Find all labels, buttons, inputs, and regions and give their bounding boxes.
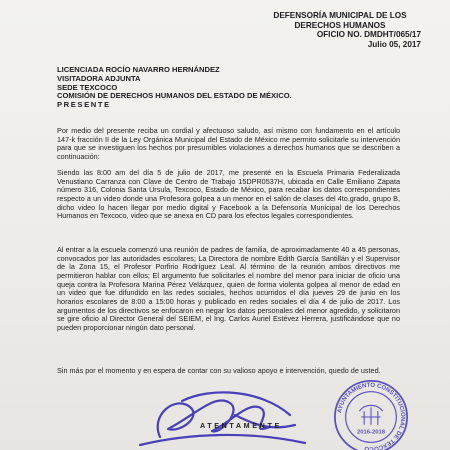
addressee-commission: COMISIÓN DE DERECHOS HUMANOS DEL ESTADO DE MÉXICO.: [57, 91, 292, 101]
addressee-greeting: PRESENTE: [57, 100, 111, 110]
header-institution-line1: DEFENSORÍA MUNICIPAL DE LOS: [273, 11, 407, 20]
header-date: Julio 05, 2017: [367, 39, 421, 49]
body-paragraph-2: Siendo las 8:00 am del día 5 de julio de 2017, me presenté en la Escuela Primaria Federalizada Venustiano Carranza con Clave de Centro de Trabajo 15DPR0537H, ubicada en Calle Emiliano Zapata número 316, Colonia Santa Úrsula, Texcoco, Estado de México, para recabar los datos correspondientes respecto a un video donde una Profesora golpea a un menor en el salón de clases del 4to.grado, grupo B, dicho video lo hacen llegar por medio digital y Facebook a la Defensoría Municipal de los Derechos Humanos en Texcoco, video que se anexa en CD para los efectos legales correspondientes.: [57, 168, 400, 221]
seal-years: 2016-2018: [357, 429, 385, 436]
body-paragraph-3: Al entrar a la escuela comenzó una reunión de padres de familia, de aproximadamente 40 a 45 personas, convocados por las autoridades escolares; La Directora de nombre Edith García Santillán y el Supervisor de la Zona 15, el Profesor Porfirio Rodríguez Leal. Al término de la reunión ambos directivos me permitieron hablar con ellos; El argumento fue solicitarles el nombre del menor para iniciar de oficio una queja contra la Profesora Marina Pérez Velázquez, quien de forma violenta golpea al menor de edad en un video que fue difundido en las redes sociales, hechos ocurridos el día jueves 29 de junio en los horarios escolares de 8:00 a 15:00 horas y publicado en redes sociales el día 4 de julio de 2017. Los argumentos de los directivos se enfocaron en negar los datos personales del menor agredido, y solicitaron se gire oficio al Director General del SEIEM, el Ing. Carlos Auriel Estévez Herrera, justificándose que no pueden proporcionar ningún dato personal.: [57, 245, 400, 332]
letter-header: [255, 11, 425, 49]
header-oficio-number: OFICIO NO. DMDHT/065/17: [316, 30, 421, 40]
body-paragraph-1: Por medio del presente reciba un cordial y afectuoso saludo, así mismo con fundamento en el artículo 147-k fracción II de la Ley Orgánica Municipal del Estado de México me permito solicitarle su intervención para que se investiguen los hechos por presumibles violaciones a derechos humanos que se describen a continuación:: [57, 126, 400, 161]
signature-image: [120, 385, 320, 450]
addressee-role: VISITADORA ADJUNTA: [57, 73, 141, 83]
header-institution-line2: DERECHOS HUMANOS: [294, 20, 386, 30]
body-paragraph-4: Sin más por el momento y en espera de contar con su valioso apoyo e intervención, quedo de usted.: [57, 366, 381, 375]
municipal-seal-stamp: [332, 378, 410, 450]
addressee-block: [57, 66, 292, 110]
addressee-name: LICENCIADA ROCÍO NAVARRO HERNÁNDEZ: [57, 65, 220, 74]
seal-ring-text: AYUNTAMIENTO CONSTITUCIONAL DE TEXCOCO: [337, 382, 406, 450]
closing-atentamente: ATENTAMENTE: [200, 421, 282, 430]
addressee-office: SEDE TEXCOCO: [57, 82, 118, 92]
